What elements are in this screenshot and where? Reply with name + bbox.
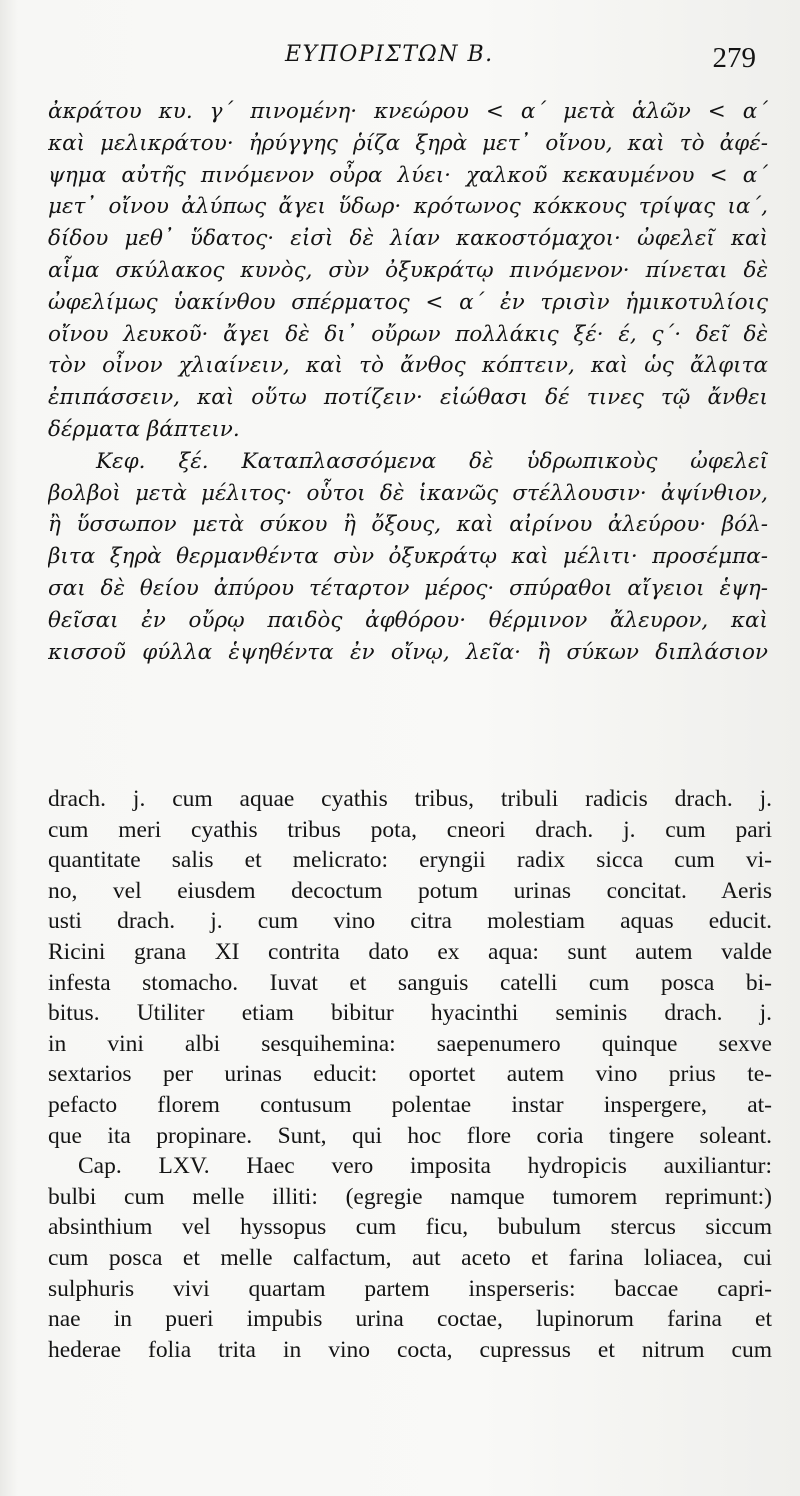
- latin-line: absinthium vel hyssopus cum ficu, bubulum stercus siccum: [48, 1214, 772, 1241]
- latin-line: Ricini grana XI contrita dato ex aqua: sunt autem valde: [48, 938, 772, 965]
- latin-line: usti drach. j. cum vino citra molestiam aquas educit.: [48, 908, 772, 935]
- latin-line: quantitate salis et melicrato: eryngii radix sicca cum vi-: [48, 847, 772, 874]
- latin-line: pefacto florem contusum polentae instar inspergere, at-: [48, 1091, 772, 1118]
- greek-chapter-heading-line: Κεφ. ξέ. Καταπλασσόμενα δὲ ὑδρωπικοὺς ὠφελεῖ: [96, 448, 768, 474]
- latin-line: cum posca et melle calfactum, aut aceto et farina loliacea, cui: [48, 1244, 772, 1271]
- latin-line: sextarios per urinas educit: oportet autem vino prius te-: [48, 1061, 772, 1088]
- latin-line: sulphuris vivi quartam partem insperseris: baccae capri-: [48, 1275, 772, 1302]
- greek-line: βιτα ξηρὰ θερμανθέντα σὺν ὀξυκράτῳ καὶ μέλιτι· προσέμπα-: [48, 544, 768, 570]
- greek-line: ἀκράτου κυ. γ΄ πινομένη· κνεώρου < α΄ μετὰ ἁλῶν < α΄: [48, 99, 768, 124]
- greek-line: αἷμα σκύλακος κυνὸς, σὺν ὀξυκράτῳ πινόμενον· πίνεται δὲ: [48, 257, 768, 283]
- latin-line: in vini albi sesquihemina: saepenumero quinque sexve: [48, 1030, 772, 1057]
- greek-line: δέρματα βάπτειν.: [48, 416, 240, 442]
- latin-text-block: [48, 784, 772, 1365]
- greek-line: βολβοὶ μετὰ μέλιτος· οὗτοι δὲ ἱκανῶς στέλλουσιν· ἀψίνθιον,: [48, 480, 768, 506]
- running-head: ΕΥΠΟΡΙΣΤΩΝ Β.: [285, 42, 494, 67]
- latin-line: no, vel eiusdem decoctum potum urinas concitat. Aeris: [48, 877, 772, 904]
- page-header: [0, 42, 800, 82]
- latin-line: infesta stomacho. Iuvat et sanguis catelli cum posca bi-: [48, 969, 772, 996]
- greek-line: ἢ ὕσσωπον μετὰ σύκου ἢ ὄξους, καὶ αἰρίνου ἀλεύρου· βόλ-: [48, 512, 768, 538]
- greek-line: ψημα αὐτῆς πινόμενον οὖρα λύει· χαλκοῦ κεκαυμένου < α΄: [48, 162, 768, 188]
- page-number: 279: [712, 42, 756, 74]
- greek-text-block: [48, 96, 768, 668]
- greek-line: θεῖσαι ἐν οὔρῳ παιδὸς ἀφθόρου· θέρμινον ἄλευρον, καὶ: [48, 607, 768, 633]
- greek-line: σαι δὲ θείου ἀπύρου τέταρτον μέρος· σπύραθοι αἴγειοι ἑψη-: [48, 575, 768, 601]
- greek-line: ἐπιπάσσειν, καὶ οὕτω ποτίζειν· εἰώθασι δέ τινες τῷ ἄνθει: [48, 385, 768, 411]
- latin-chapter-heading-line: Cap. LXV. Haec vero imposita hydropicis auxiliantur:: [78, 1153, 772, 1180]
- latin-line: cum meri cyathis tribus pota, cneori drach. j. cum pari: [48, 816, 772, 843]
- latin-line: hederae folia trita in vino cocta, cupressus et nitrum cum: [48, 1336, 772, 1363]
- greek-line: μετ᾿ οἴνου ἀλύπως ἄγει ὕδωρ· κρότωνος κόκκους τρίψας ια΄,: [48, 194, 768, 220]
- greek-line: τὸν οἶνον χλιαίνειν, καὶ τὸ ἄνθος κόπτειν, καὶ ὡς ἄλφιτα: [48, 353, 768, 379]
- latin-line: bitus. Utiliter etiam bibitur hyacinthi seminis drach. j.: [48, 1000, 772, 1027]
- greek-line: δίδου μεθ᾿ ὕδατος· εἰσὶ δὲ λίαν κακοστόμαχοι· ὠφελεῖ καὶ: [48, 226, 768, 252]
- greek-line: οἴνου λευκοῦ· ἄγει δὲ δι᾿ οὔρων πολλάκις ξέ· έ, ς΄· δεῖ δὲ: [48, 321, 768, 347]
- latin-line: que ita propinare. Sunt, qui hoc flore coria tingere soleant.: [48, 1122, 772, 1149]
- latin-line: drach. j. cum aquae cyathis tribus, tribuli radicis drach. j.: [48, 786, 772, 812]
- latin-line: nae in pueri impubis urina coctae, lupinorum farina et: [48, 1306, 772, 1333]
- greek-line: ὠφελίμως ὑακίνθου σπέρματος < α΄ ἐν τρισὶν ἡμικοτυλίοις: [48, 289, 768, 315]
- greek-line: καὶ μελικράτου· ἠρύγγης ῥίζα ξηρὰ μετ᾿ οἴνου, καὶ τὸ ἀφέ-: [48, 130, 768, 156]
- latin-line: bulbi cum melle illiti: (egregie namque tumorem reprimunt:): [48, 1183, 772, 1210]
- greek-line: κισσοῦ φύλλα ἑψηθέντα ἐν οἴνῳ, λεῖα· ἢ σύκων διπλάσιον: [48, 639, 768, 665]
